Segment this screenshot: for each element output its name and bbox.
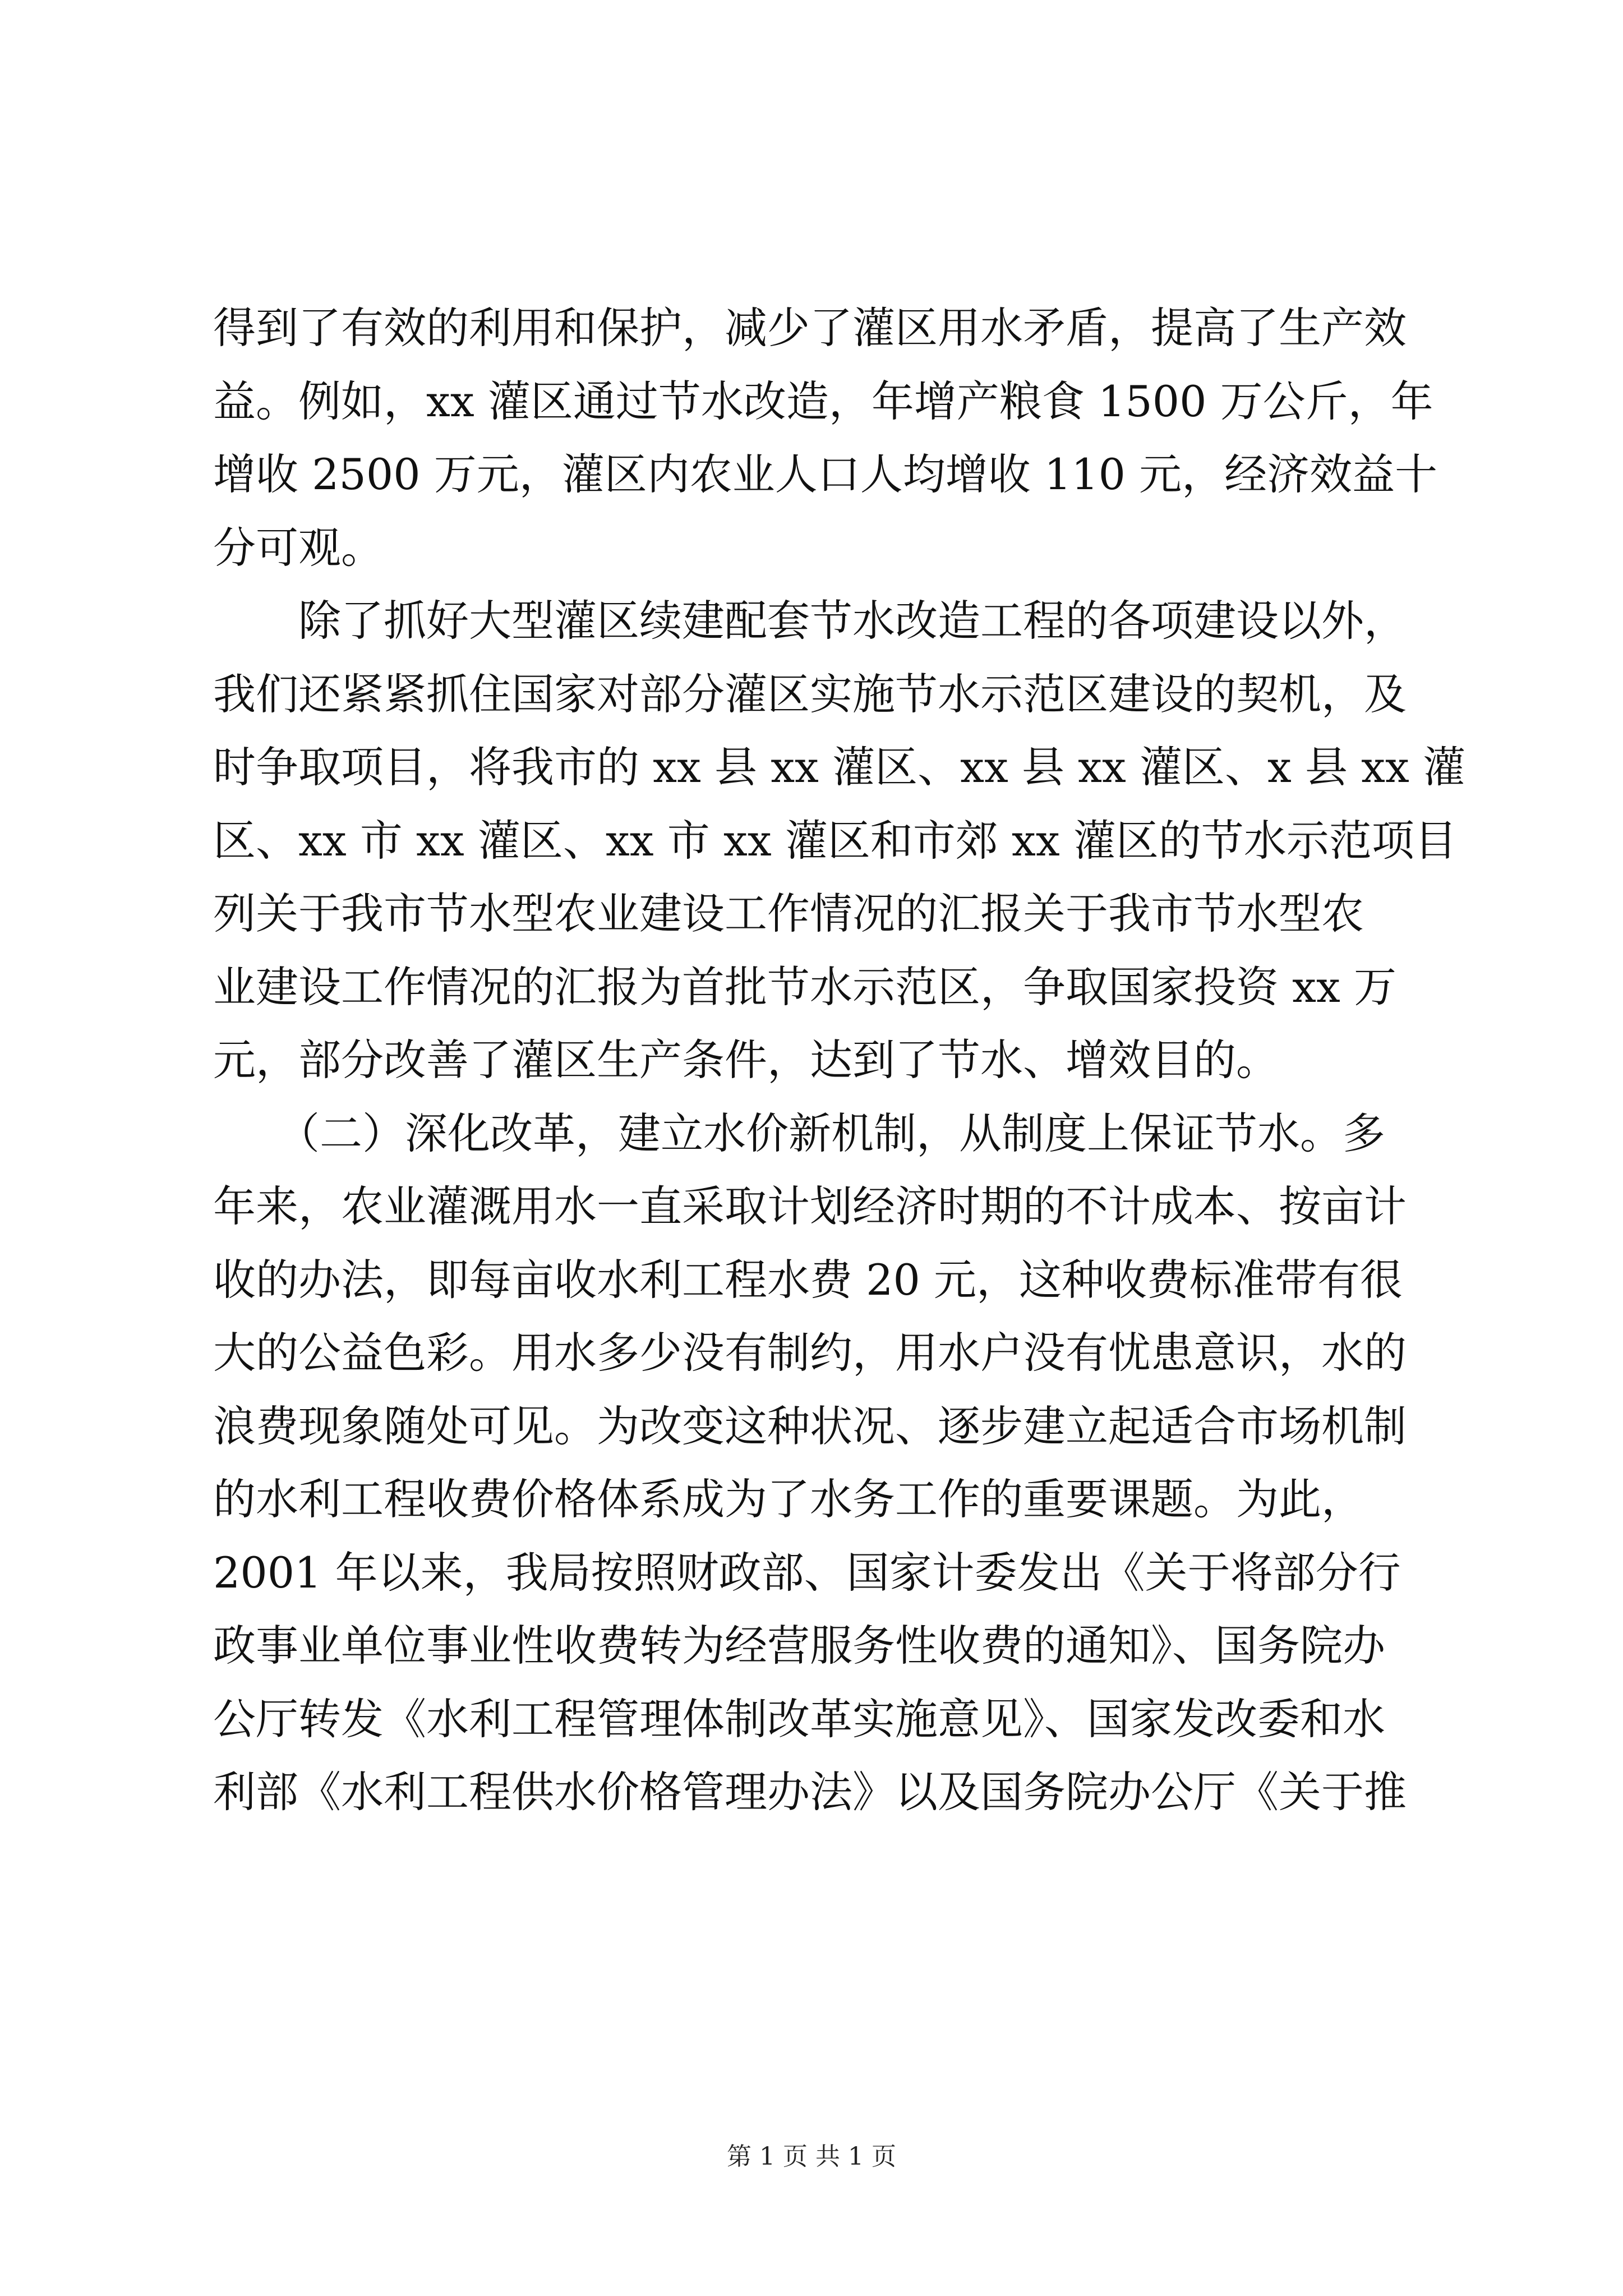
text-line: 列关于我市节水型农业建设工作情况的汇报关于我市节水型农 bbox=[213, 889, 1364, 938]
text-line: 利部《水利工程供水价格管理办法》以及国务院办公厅《关于推 bbox=[213, 1767, 1407, 1817]
text-line: 得到了有效的利用和保护，减少了灌区用水矛盾，提高了生产效 bbox=[213, 303, 1407, 353]
text-line: 除了抓好大型灌区续建配套节水改造工程的各项建设以外， bbox=[213, 596, 1407, 646]
text-line: 分可观。 bbox=[213, 522, 384, 573]
text-line: 2001 年以来，我局按照财政部、国家计委发出《关于将部分行 bbox=[213, 1547, 1401, 1598]
page-footer: 第 1 页 共 1 页 bbox=[727, 2142, 896, 2171]
text-line: 年来，农业灌溉用水一直采取计划经济时期的不计成本、按亩计 bbox=[213, 1181, 1407, 1231]
text-line: 大的公益色彩。用水多少没有制约，用水户没有忧患意识，水的 bbox=[213, 1328, 1407, 1378]
text-line: 增收 2500 万元，灌区内农业人口人均增收 110 元，经济效益十 bbox=[213, 449, 1438, 499]
text-line: 时争取项目，将我市的 xx 县 xx 灌区、xx 县 xx 灌区、x 县 xx 灌 bbox=[213, 742, 1466, 792]
body-text bbox=[213, 292, 1466, 1829]
text-line: 益。例如，xx 灌区通过节水改造，年增产粮食 1500 万公斤，年 bbox=[213, 376, 1433, 426]
text-line: 政事业单位事业性收费转为经营服务性收费的通知》、国务院办 bbox=[213, 1621, 1385, 1671]
text-line: 的水利工程收费价格体系成为了水务工作的重要课题。为此， bbox=[213, 1474, 1364, 1524]
text-line: （二）深化改革，建立水价新机制，从制度上保证节水。多 bbox=[213, 1108, 1385, 1158]
text-line: 我们还紧紧抓住国家对部分灌区实施节水示范区建设的契机，及 bbox=[213, 669, 1407, 719]
text-line: 业建设工作情况的汇报为首批节水示范区，争取国家投资 xx 万 bbox=[213, 961, 1397, 1012]
text-line: 收的办法，即每亩收水利工程水费 20 元，这种收费标准带有很 bbox=[213, 1254, 1403, 1305]
text-line: 区、xx 市 xx 灌区、xx 市 xx 灌区和市郊 xx 灌区的节水示范项目 bbox=[213, 815, 1457, 866]
text-line: 浪费现象随处可见。为改变这种状况、逐步建立起适合市场机制 bbox=[213, 1401, 1407, 1451]
text-line: 元，部分改善了灌区生产条件，达到了节水、增效目的。 bbox=[213, 1035, 1279, 1085]
text-line: 公厅转发《水利工程管理体制改革实施意见》、国家发改委和水 bbox=[213, 1694, 1385, 1744]
